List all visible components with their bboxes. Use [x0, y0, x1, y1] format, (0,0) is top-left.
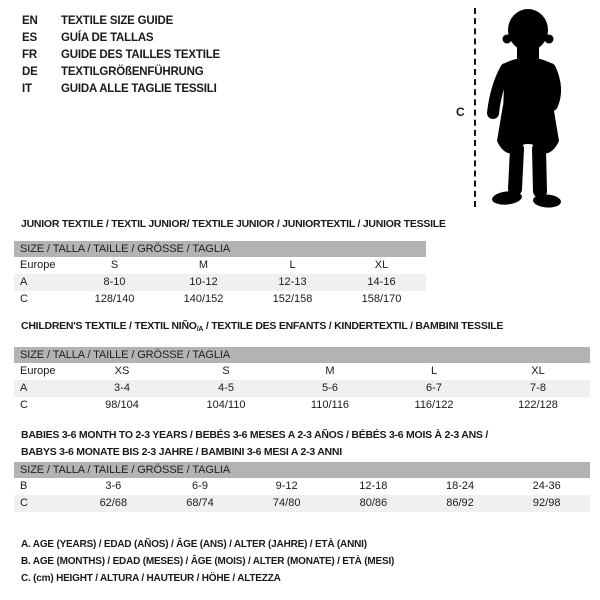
- size-cell: 80/86: [359, 497, 388, 509]
- size-cell: 14-16: [367, 276, 396, 288]
- table-row: [14, 478, 590, 495]
- children-title-subscript: /A: [196, 326, 204, 333]
- size-cell: 152/158: [272, 293, 313, 305]
- language-code: DE: [22, 65, 38, 78]
- size-cell: S: [222, 365, 230, 377]
- row-label: Europe: [20, 259, 56, 271]
- size-cell: 128/140: [94, 293, 135, 305]
- size-cell: 6-9: [192, 480, 208, 492]
- table-header-bar: SIZE / TALLA / TAILLE / GRÖSSE / TAGLIA: [14, 347, 590, 363]
- size-cell: 8-10: [103, 276, 126, 288]
- size-cell: 3-4: [114, 382, 130, 394]
- babies-table-title: [21, 427, 488, 460]
- size-cell: 116/122: [414, 399, 454, 411]
- table-row: [14, 397, 590, 414]
- size-cell: 62/68: [99, 497, 128, 509]
- size-cell: 86/92: [446, 497, 474, 509]
- language-title: TEXTILGRÖßENFÜHRUNG: [61, 65, 204, 78]
- size-cell: 140/152: [183, 293, 224, 305]
- language-row-en: [22, 12, 220, 29]
- size-cell: 10-12: [189, 276, 218, 288]
- footnote-b: B. AGE (MONTHS) / EDAD (MESES) / ÂGE (MOIS) / ALTER (MONATE) / ETÀ (MESI): [21, 556, 395, 567]
- footnote-a: A. AGE (YEARS) / EDAD (AÑOS) / ÂGE (ANS) / ALTER (JAHRE) / ETÀ (ANNI): [21, 539, 367, 550]
- toddler-silhouette-icon: [481, 7, 573, 209]
- size-cell: 122/128: [518, 399, 558, 411]
- size-cell: XL: [531, 365, 545, 377]
- size-cell: M: [198, 259, 209, 271]
- size-cell: S: [110, 259, 119, 271]
- size-cell: XL: [374, 259, 389, 271]
- height-measure-label: C: [456, 105, 465, 119]
- size-cell: 9-12: [275, 480, 298, 492]
- language-code: IT: [22, 82, 32, 95]
- children-size-table: [14, 347, 590, 414]
- table-row: [14, 274, 426, 291]
- size-cell: M: [325, 365, 335, 377]
- language-row-it: [22, 80, 220, 97]
- language-title: GUÍA DE TALLAS: [61, 31, 154, 44]
- row-label: A: [20, 276, 28, 288]
- children-table-title: [21, 320, 503, 333]
- size-cell: 110/116: [310, 399, 350, 411]
- language-code: FR: [22, 48, 37, 61]
- size-cell: 5-6: [322, 382, 338, 394]
- language-code: ES: [22, 31, 37, 44]
- children-title-post: / TEXTILE DES ENFANTS / KINDERTEXTIL / BAMBINI TESSILE: [203, 320, 504, 332]
- junior-table-title: JUNIOR TEXTILE / TEXTIL JUNIOR/ TEXTILE JUNIOR / JUNIORTEXTIL / JUNIOR TESSILE: [21, 218, 446, 230]
- size-cell: 74/80: [272, 497, 301, 509]
- height-measure-line: [474, 8, 476, 207]
- size-cell: 4-5: [218, 382, 234, 394]
- language-list: [22, 12, 220, 97]
- size-cell: 6-7: [426, 382, 442, 394]
- language-title: GUIDE DES TAILLES TEXTILE: [61, 48, 220, 61]
- table-header-bar: SIZE / TALLA / TAILLE / GRÖSSE / TAGLIA: [14, 462, 590, 478]
- size-cell: 12-13: [278, 276, 307, 288]
- children-title-pre: CHILDREN'S TEXTILE / TEXTIL NIÑO: [21, 320, 197, 332]
- table-row: [14, 257, 426, 274]
- table-row: [14, 380, 590, 397]
- row-label: Europe: [20, 365, 56, 377]
- size-cell: 68/74: [186, 497, 214, 509]
- size-cell: 7-8: [530, 382, 546, 394]
- babies-title-line2: BABYS 3-6 MONATE BIS 2-3 JAHRE / BAMBINI 3-6 MESI A 2-3 ANNI: [21, 445, 342, 458]
- table-row: [14, 291, 426, 308]
- footnote-legend: [21, 536, 394, 587]
- language-code: EN: [22, 14, 38, 27]
- size-cell: XS: [114, 365, 130, 377]
- footnote-c: C. (cm) HEIGHT / ALTURA / HAUTEUR / HÖHE / ALTEZZA: [21, 573, 281, 584]
- size-cell: 12-18: [359, 480, 388, 492]
- size-cell: 158/170: [361, 293, 402, 305]
- babies-title-line1: BABIES 3-6 MONTH TO 2-3 YEARS / BEBÉS 3-6 MESES A 2-3 AÑOS / BÉBÉS 3-6 MOIS À 2-3 ANS /: [21, 429, 489, 441]
- row-label: C: [20, 293, 28, 305]
- row-label: A: [20, 382, 28, 394]
- table-row: [14, 363, 590, 380]
- language-row-de: [22, 63, 220, 80]
- size-cell: 3-6: [105, 480, 122, 492]
- table-row: [14, 495, 590, 512]
- row-label: B: [20, 480, 28, 492]
- language-row-fr: [22, 46, 220, 63]
- size-cell: L: [430, 365, 438, 377]
- language-row-es: [22, 29, 220, 46]
- size-cell: 104/110: [206, 399, 246, 411]
- size-cell: 18-24: [445, 480, 475, 492]
- size-cell: 98/104: [105, 399, 139, 411]
- babies-size-table: [14, 462, 590, 512]
- row-label: C: [20, 399, 28, 411]
- language-title: GUIDA ALLE TAGLIE TESSILI: [61, 82, 217, 95]
- size-cell: L: [289, 259, 296, 271]
- row-label: C: [20, 497, 28, 509]
- size-cell: 24-36: [532, 480, 561, 492]
- language-title: TEXTILE SIZE GUIDE: [61, 14, 174, 27]
- junior-size-table: [14, 241, 426, 308]
- table-header-bar: SIZE / TALLA / TAILLE / GRÖSSE / TAGLIA: [14, 241, 426, 257]
- size-cell: 92/98: [532, 497, 561, 509]
